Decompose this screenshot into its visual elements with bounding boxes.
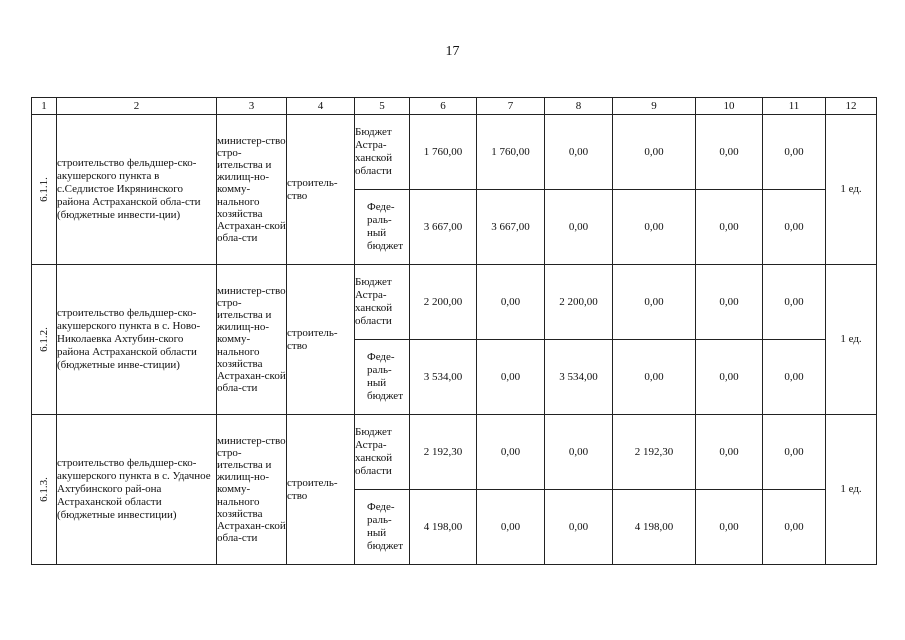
amount-cell: 0,00 — [696, 190, 763, 265]
amount-cell: 3 667,00 — [477, 190, 545, 265]
executor: министер-ство стро-ительства и жилищ-но-комму-нального хозяйства Астрахан-ской обла-сти — [217, 415, 287, 565]
column-header: 8 — [545, 98, 613, 115]
row-number-cell — [32, 415, 57, 565]
executor: министер-ство стро-ительства и жилищ-но-комму-нального хозяйства Астрахан-ской обла-сти — [217, 115, 287, 265]
result-indicator: 1 ед. — [826, 115, 877, 265]
amount-cell: 4 198,00 — [410, 490, 477, 565]
amount-cell: 2 192,30 — [613, 415, 696, 490]
direction: строитель-ство — [287, 415, 355, 565]
table-row — [32, 415, 877, 490]
amount-cell: 0,00 — [696, 415, 763, 490]
amount-cell: 0,00 — [763, 490, 826, 565]
amount-cell: 0,00 — [696, 115, 763, 190]
column-header: 1 — [32, 98, 57, 115]
funding-source: Бюджет Астра-ханской области — [355, 415, 410, 490]
amount-cell: 1 760,00 — [477, 115, 545, 190]
amount-cell: 0,00 — [763, 265, 826, 340]
amount-cell: 0,00 — [477, 265, 545, 340]
row-number-cell — [32, 115, 57, 265]
amount-cell: 3 534,00 — [545, 340, 613, 415]
executor: министер-ство стро-ительства и жилищ-но-комму-нального хозяйства Астрахан-ской обла-сти — [217, 265, 287, 415]
amount-cell: 0,00 — [763, 190, 826, 265]
amount-cell: 0,00 — [545, 490, 613, 565]
amount-cell: 0,00 — [763, 115, 826, 190]
amount-cell: 0,00 — [613, 190, 696, 265]
row-number: 6.1.2. — [37, 327, 50, 352]
amount-cell: 3 534,00 — [410, 340, 477, 415]
row-number: 6.1.1. — [37, 177, 50, 202]
column-header: 7 — [477, 98, 545, 115]
column-header: 3 — [217, 98, 287, 115]
amount-cell: 0,00 — [696, 265, 763, 340]
amount-cell: 1 760,00 — [410, 115, 477, 190]
amount-cell: 0,00 — [613, 265, 696, 340]
amount-cell: 0,00 — [763, 415, 826, 490]
result-indicator: 1 ед. — [826, 415, 877, 565]
row-number-cell — [32, 265, 57, 415]
header-row — [32, 98, 877, 115]
amount-cell: 0,00 — [696, 340, 763, 415]
amount-cell: 0,00 — [477, 415, 545, 490]
measure-description: строительство фельдшер-ско-акушерского пункта в с.Седлистое Икрянинского района Астраханской обла-сти (бюджетные инвести-ции) — [57, 115, 217, 265]
amount-cell: 0,00 — [545, 115, 613, 190]
column-header: 5 — [355, 98, 410, 115]
table-row — [32, 265, 877, 340]
amount-cell: 0,00 — [613, 340, 696, 415]
measure-description: строительство фельдшер-ско-акушерского пункта в с. Удачное Ахтубинского рай-она Астраханской области (бюджетные инвестиции) — [57, 415, 217, 565]
column-header: 11 — [763, 98, 826, 115]
column-header: 4 — [287, 98, 355, 115]
column-header: 9 — [613, 98, 696, 115]
table-row — [32, 115, 877, 190]
program-table — [31, 97, 877, 565]
page-number: 17 — [445, 44, 460, 59]
amount-cell: 4 198,00 — [613, 490, 696, 565]
funding-source: Бюджет Астра-ханской области — [355, 115, 410, 190]
funding-source: Феде-раль-ный бюджет — [355, 190, 410, 265]
amount-cell: 2 200,00 — [545, 265, 613, 340]
amount-cell: 0,00 — [545, 415, 613, 490]
column-header: 6 — [410, 98, 477, 115]
amount-cell: 0,00 — [545, 190, 613, 265]
amount-cell: 0,00 — [763, 340, 826, 415]
column-header: 12 — [826, 98, 877, 115]
direction: строитель-ство — [287, 265, 355, 415]
direction: строитель-ство — [287, 115, 355, 265]
result-indicator: 1 ед. — [826, 265, 877, 415]
measure-description: строительство фельдшер-ско-акушерского пункта в с. Ново-Николаевка Ахтубин-ского района Астраханской области (бюджетные инве-стиции) — [57, 265, 217, 415]
amount-cell: 2 200,00 — [410, 265, 477, 340]
funding-source: Феде-раль-ный бюджет — [355, 490, 410, 565]
column-header: 10 — [696, 98, 763, 115]
amount-cell: 3 667,00 — [410, 190, 477, 265]
funding-source: Бюджет Астра-ханской области — [355, 265, 410, 340]
column-header: 2 — [57, 98, 217, 115]
amount-cell: 2 192,30 — [410, 415, 477, 490]
amount-cell: 0,00 — [696, 490, 763, 565]
funding-source: Феде-раль-ный бюджет — [355, 340, 410, 415]
amount-cell: 0,00 — [477, 490, 545, 565]
amount-cell: 0,00 — [613, 115, 696, 190]
row-number: 6.1.3. — [37, 477, 50, 502]
amount-cell: 0,00 — [477, 340, 545, 415]
